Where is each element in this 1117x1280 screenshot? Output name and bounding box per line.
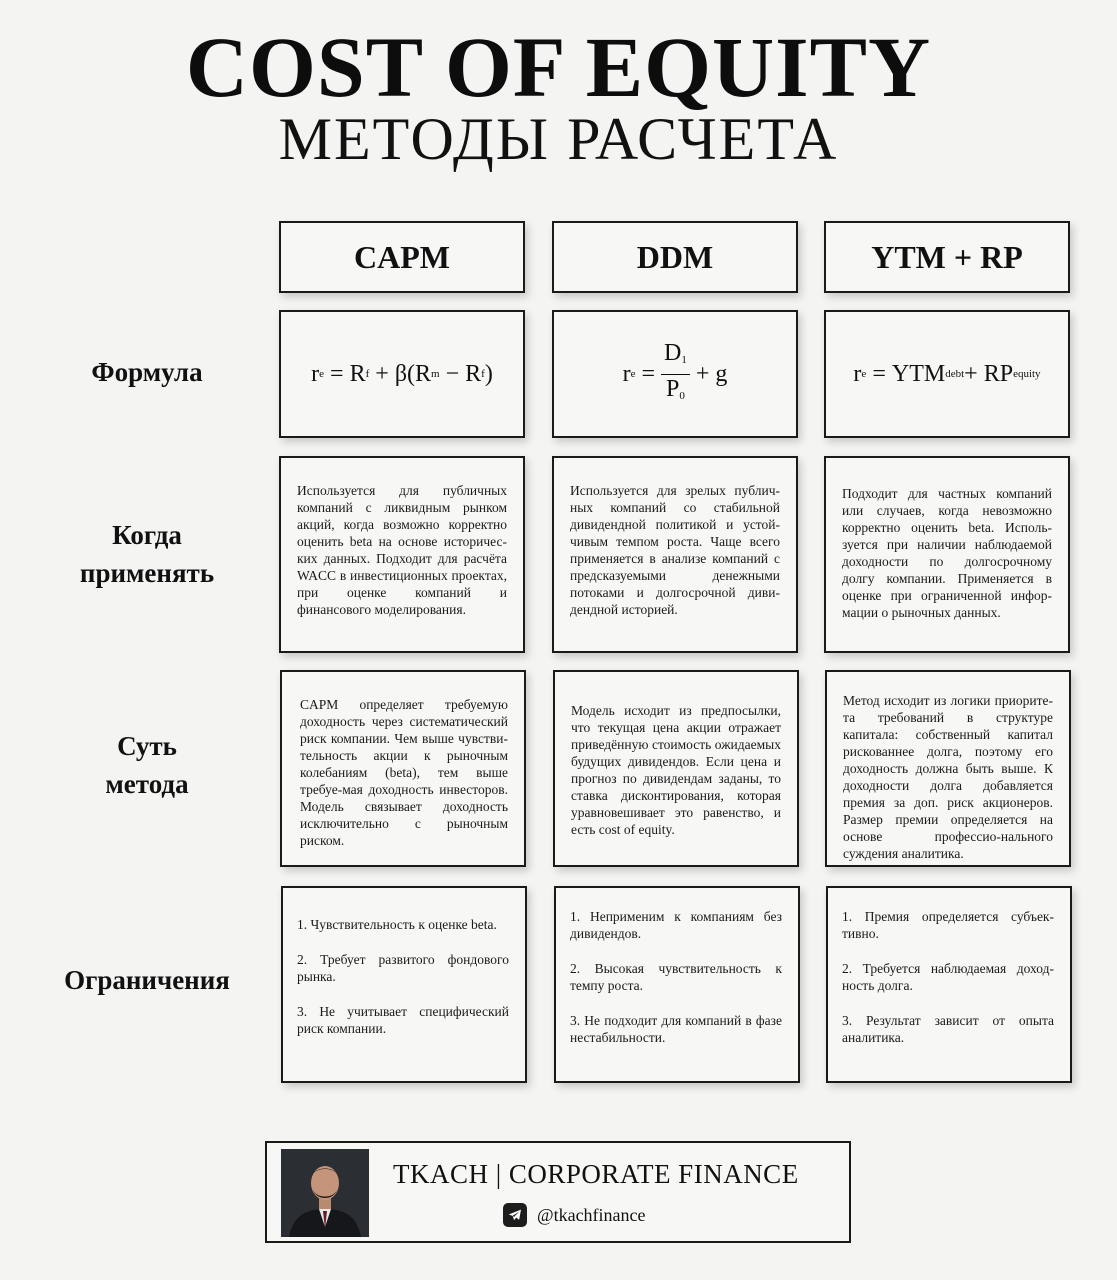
telegram-link[interactable] bbox=[503, 1203, 646, 1227]
essence-ytm-rp: Метод исходит из логики приорите-та требований в структуре капитала: собственный капитал рискованнее долга, поэтому его доходность должна быть выше. К доходности долга добавляется премия за доп. риск акционеров. Размер премии определяется на основе профессио-нального суждения аналитика. bbox=[825, 670, 1071, 867]
method-header-ddm bbox=[552, 221, 798, 293]
avatar bbox=[281, 1149, 369, 1237]
formula-subscript: e bbox=[630, 368, 636, 380]
formula-operator: = bbox=[330, 360, 344, 387]
row-label-when-line1: Когда bbox=[112, 520, 182, 550]
formula-subscript: m bbox=[431, 368, 440, 380]
author-footer bbox=[265, 1141, 851, 1243]
row-label-limits-text: Ограничения bbox=[64, 965, 230, 995]
formula-subscript: e bbox=[861, 368, 867, 380]
essence-ddm: Модель исходит из предпосылки, что текущая цена акции отражает приведённую стоимость ожидаемых будущих дивидендов. Если цена и прогноз по дивидендам заданы, то ставка дисконтирования, которая уравновешивает это равенство, и есть cost of equity. bbox=[553, 670, 799, 867]
formula-subscript: f bbox=[481, 368, 485, 380]
method-header-capm bbox=[279, 221, 525, 293]
formula-symbol: r bbox=[311, 360, 320, 387]
when-ytm-rp: Подходит для частных компаний или случаев, когда невозможно корректно оценить beta. Исполь-зуется при наличии наблюдаемой доходности по долгосрочному долгу компании. Применяется в оценке при ограниченной инфор-мации о рыночных данных. bbox=[824, 456, 1070, 653]
row-label-essence-line1: Суть bbox=[117, 731, 177, 761]
formula-symbol: β(R bbox=[394, 360, 432, 387]
formula-capm bbox=[279, 310, 525, 438]
limit-item: 1. Премия определяется субъек-тивно. bbox=[842, 909, 1054, 941]
brand-name: TKACH | CORPORATE FINANCE bbox=[393, 1159, 799, 1189]
avatar-photo-icon bbox=[281, 1149, 369, 1237]
limits-capm bbox=[281, 886, 527, 1083]
limit-item: 1. Неприменим к компаниям без дивидендов. bbox=[570, 909, 782, 941]
when-ddm: Используется для зрелых публич-ных компаний со стабильной дивидендной политикой и устой-чивым темпом роста. Чаще всего применяется в анализе компаний с предсказуемыми денежными потоками и долгосрочной диви-дендной историей. bbox=[552, 456, 798, 653]
formula-operator: + bbox=[375, 360, 389, 387]
row-label-when bbox=[22, 516, 272, 592]
formula-fraction bbox=[661, 339, 690, 410]
method-header-capm-label: CAPM bbox=[354, 238, 450, 275]
formula-subscript: 1 bbox=[681, 353, 687, 366]
formula-symbol: RP bbox=[983, 360, 1014, 387]
fraction-numerator bbox=[661, 339, 690, 375]
row-label-essence bbox=[22, 727, 272, 803]
limit-item: 1. Чувствительность к оценке beta. bbox=[297, 917, 497, 932]
method-header-ytm-rp-label: YTM + RP bbox=[871, 238, 1023, 275]
limits-ytm-rp bbox=[826, 886, 1072, 1083]
formula-operator: = bbox=[872, 360, 886, 387]
formula-operator: − bbox=[445, 360, 460, 387]
formula-symbol: R bbox=[349, 360, 366, 387]
method-header-ytm-rp bbox=[824, 221, 1070, 293]
row-label-essence-line2: метода bbox=[105, 769, 189, 799]
page-title: COST OF EQUITY bbox=[185, 19, 932, 115]
telegram-icon bbox=[503, 1203, 527, 1227]
row-label-formula-text: Формула bbox=[91, 357, 203, 387]
formula-operator: = bbox=[641, 360, 656, 387]
method-header-ddm-label: DDM bbox=[636, 238, 714, 275]
formula-symbol: g bbox=[715, 360, 728, 387]
limit-item: 2. Требуется наблюдаемая доход-ность долга. bbox=[842, 961, 1054, 993]
limit-item: 2. Требует развитого фондового рынка. bbox=[297, 952, 509, 984]
formula-operator: + bbox=[695, 360, 710, 387]
row-label-formula bbox=[22, 353, 272, 391]
formula-subscript: debt bbox=[945, 368, 965, 380]
limit-item: 3. Не подходит для компаний в фазе нестабильности. bbox=[570, 1013, 782, 1045]
formula-ddm bbox=[552, 310, 798, 438]
fraction-denominator bbox=[663, 375, 688, 410]
formula-symbol: ) bbox=[484, 360, 493, 387]
formula-subscript: 0 bbox=[679, 389, 685, 402]
formula-symbol: R bbox=[465, 360, 482, 387]
limit-item: 3. Результат зависит от опыта аналитика. bbox=[842, 1013, 1054, 1045]
formula-operator: + bbox=[964, 360, 978, 387]
when-capm: Используется для публичных компаний с ликвидным рынком акций, когда возможно корректно оценить beta на основе историчес-ких данных. Подходит для расчёта WACC в инвестиционных проектах, при оценке компаний и финансового моделирования. bbox=[279, 456, 525, 653]
limit-item: 2. Высокая чувствительность к темпу роста. bbox=[570, 961, 782, 993]
formula-ytm-rp bbox=[824, 310, 1070, 438]
telegram-handle: @tkachfinance bbox=[537, 1204, 646, 1225]
formula-subscript: e bbox=[319, 368, 325, 380]
row-label-limits bbox=[22, 961, 272, 999]
formula-symbol: D bbox=[664, 339, 682, 366]
formula-symbol: r bbox=[622, 360, 631, 387]
essence-capm: CAPM определяет требуемую доходность через систематический риск компании. Чем выше чувстви-тельность акции к рыночным колебаниям (beta), тем выше требуе-мая доходность инвесторов. Модель связывает доходность исключительно с рыночным риском. bbox=[280, 670, 526, 867]
row-label-when-line2: применять bbox=[79, 558, 215, 588]
formula-symbol: r bbox=[853, 360, 862, 387]
formula-symbol: P bbox=[666, 375, 680, 402]
limits-ddm bbox=[554, 886, 800, 1083]
formula-symbol: YTM bbox=[891, 360, 946, 387]
limit-item: 3. Не учитывает специфический риск компании. bbox=[297, 1004, 509, 1036]
page-subtitle: МЕТОДЫ РАСЧЕТА bbox=[278, 106, 839, 172]
formula-subscript: equity bbox=[1013, 368, 1041, 380]
formula-subscript: f bbox=[365, 368, 370, 380]
